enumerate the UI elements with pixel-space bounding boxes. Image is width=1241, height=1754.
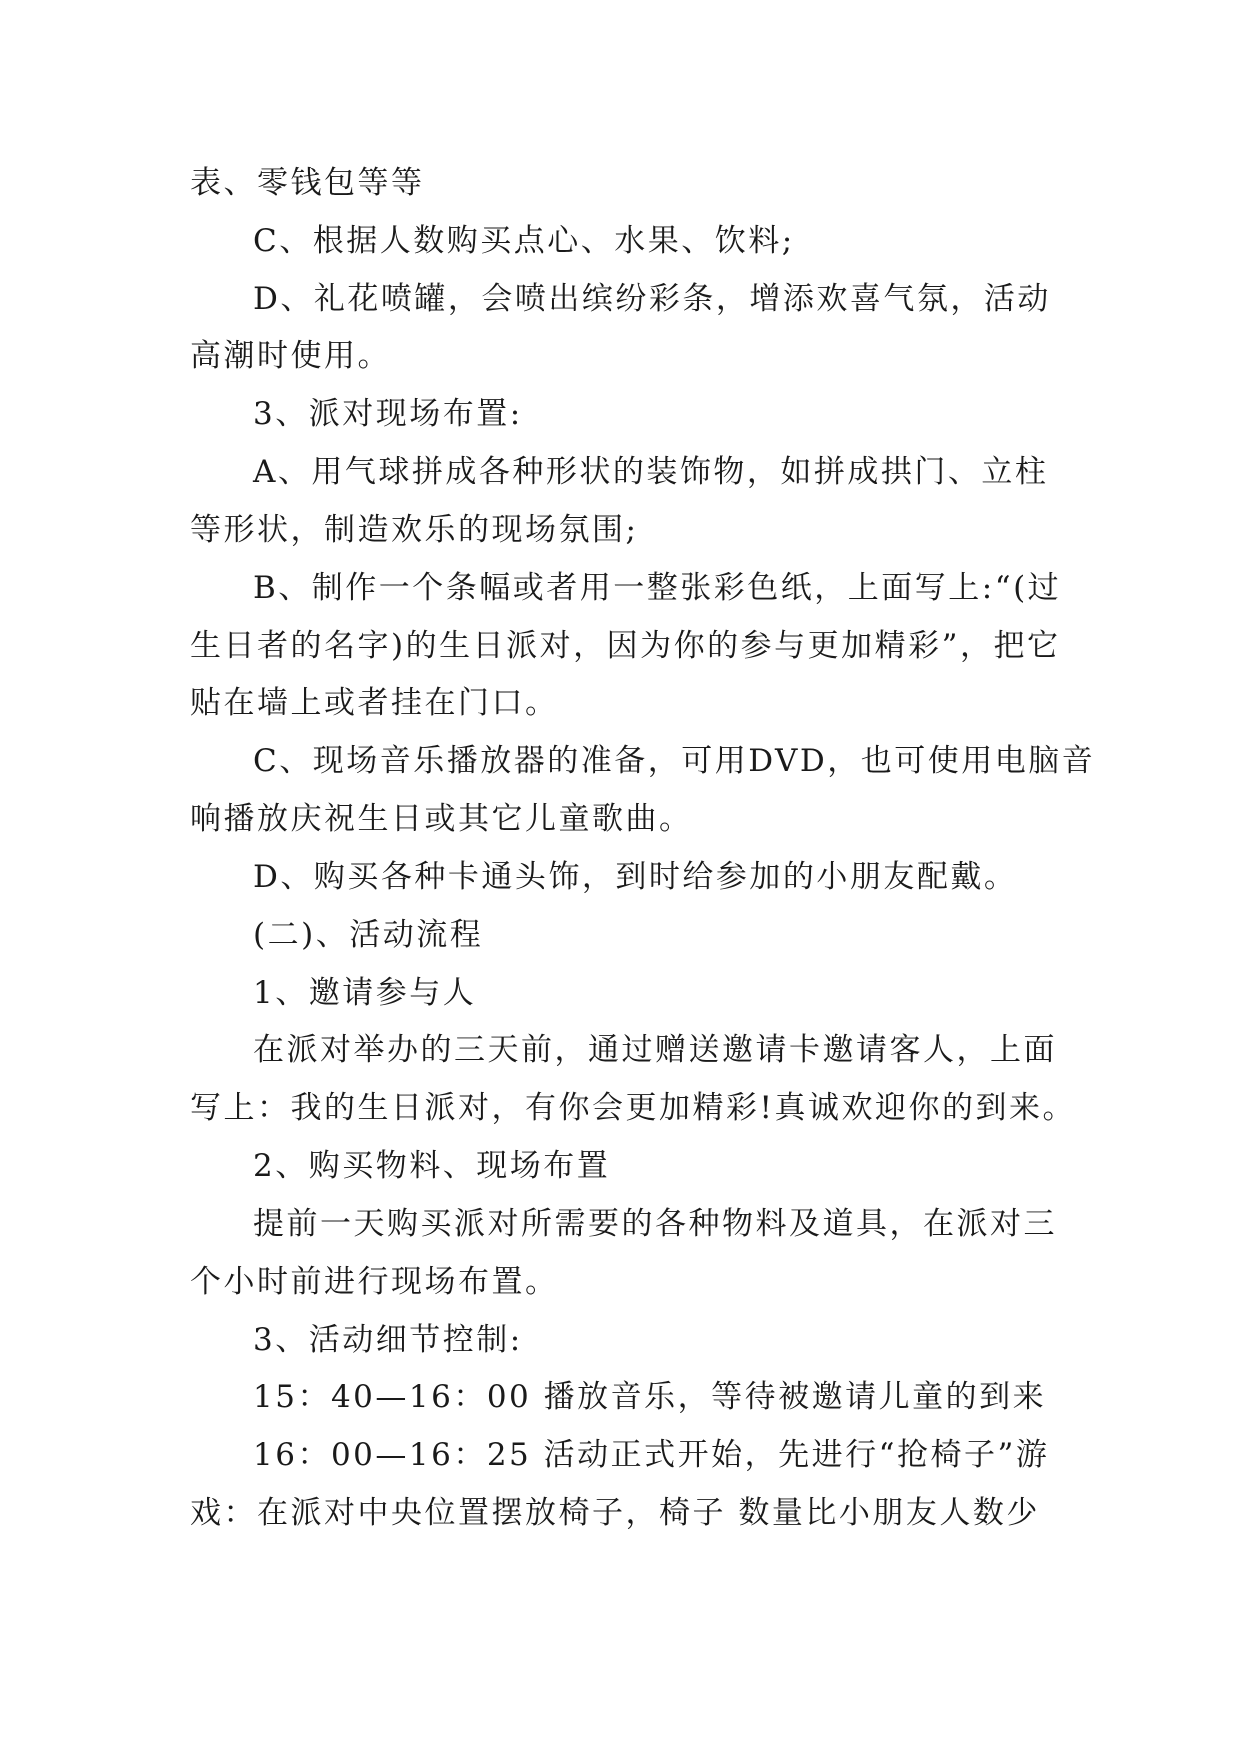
text-line: 响播放庆祝生日或其它儿童歌曲。 <box>190 801 693 837</box>
text-line: 高潮时使用。 <box>190 338 391 374</box>
text-line: 生日者的名字)的生日派对，因为你的参与更加精彩”，把它 <box>190 628 1061 664</box>
text-line: C、根据人数购买点心、水果、饮料; <box>253 223 795 259</box>
text-line: 写上：我的生日派对，有你会更加精彩!真诚欢迎你的到来。 <box>190 1090 1076 1126</box>
text-line: D、礼花喷罐，会喷出缤纷彩条，增添欢喜气氛，活动 <box>253 281 1051 317</box>
schedule-line: 15：40—16：00 播放音乐，等待被邀请儿童的到来 <box>253 1379 1047 1415</box>
text-line: 贴在墙上或者挂在门口。 <box>190 685 559 721</box>
section-heading: (二)、活动流程 <box>253 917 484 953</box>
text-line: 戏：在派对中央位置摆放椅子，椅子 数量比小朋友人数少 <box>190 1495 1040 1531</box>
text-line: B、制作一个条幅或者用一整张彩色纸，上面写上:“(过 <box>253 570 1062 606</box>
text-line: 个小时前进行现场布置。 <box>190 1264 559 1300</box>
subsection-heading: 2、购买物料、现场布置 <box>253 1148 611 1184</box>
subsection-heading: 1、邀请参与人 <box>253 975 477 1011</box>
text-line: 表、零钱包等等 <box>190 165 425 201</box>
text-line: 提前一天购买派对所需要的各种物料及道具，在派对三 <box>253 1206 1057 1242</box>
text-line: D、购买各种卡通头饰，到时给参加的小朋友配戴。 <box>253 859 1018 895</box>
text-line: 3、派对现场布置: <box>253 396 523 432</box>
schedule-line: 16：00—16：25 活动正式开始，先进行“抢椅子”游 <box>253 1437 1050 1473</box>
text-line: A、用气球拼成各种形状的装饰物，如拼成拱门、立柱 <box>253 454 1049 490</box>
text-line: C、现场音乐播放器的准备，可用DVD，也可使用电脑音 <box>253 743 1096 779</box>
text-line: 等形状，制造欢乐的现场氛围; <box>190 512 639 548</box>
subsection-heading: 3、活动细节控制: <box>253 1322 523 1358</box>
text-line: 在派对举办的三天前，通过赠送邀请卡邀请客人，上面 <box>253 1032 1057 1068</box>
